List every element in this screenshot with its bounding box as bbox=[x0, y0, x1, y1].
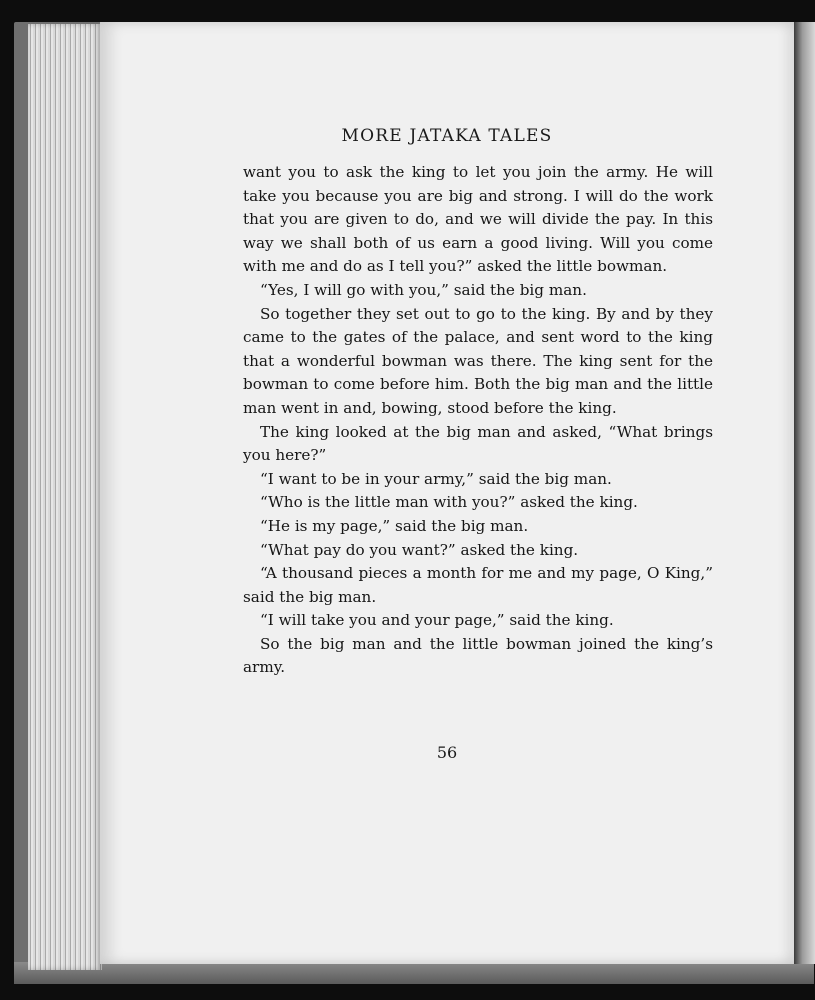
paragraph: The king looked at the big man and asked, “What brings you here?” bbox=[243, 422, 713, 465]
paragraph: So together they set out to go to the king. By and by they came to the gates of the palace, and sent word to the king that a wonderful bowman was there. The king sent for the bowman to come before him. Both the big man and the little man went in and, bowing, stood before the king. bbox=[243, 304, 713, 417]
page-edges bbox=[28, 24, 102, 970]
book-page bbox=[100, 22, 794, 964]
running-head: MORE JATAKA TALES bbox=[341, 126, 553, 146]
paragraph: “Who is the little man with you?” asked the king. bbox=[260, 493, 638, 512]
book-cover-edge bbox=[14, 962, 814, 984]
page-number: 56 bbox=[436, 743, 458, 762]
paragraph: “A thousand pieces a month for me and my page, O King,” said the big man. bbox=[243, 564, 713, 606]
paragraph: So the big man and the little bowman joined the king’s army. bbox=[243, 634, 713, 677]
paragraph: “Yes, I will go with you,” said the big man. bbox=[260, 280, 587, 299]
paragraph: “I want to be in your army,” said the big man. bbox=[260, 469, 612, 488]
body-text bbox=[243, 161, 713, 680]
paragraph: “I will take you and your page,” said the king. bbox=[260, 611, 614, 630]
paragraph: “What pay do you want?” asked the king. bbox=[260, 540, 579, 559]
paragraph: “He is my page,” said the big man. bbox=[260, 516, 529, 535]
paragraph: want you to ask the king to let you join the army. He will take you because you are big and strong. I will do the work that you are given to do, and we will divide the pay. In this way we shall both of us earn a good living. Will you come with me and do as I tell you?” asked the little bowman. bbox=[243, 163, 713, 276]
book-gutter bbox=[794, 22, 815, 964]
